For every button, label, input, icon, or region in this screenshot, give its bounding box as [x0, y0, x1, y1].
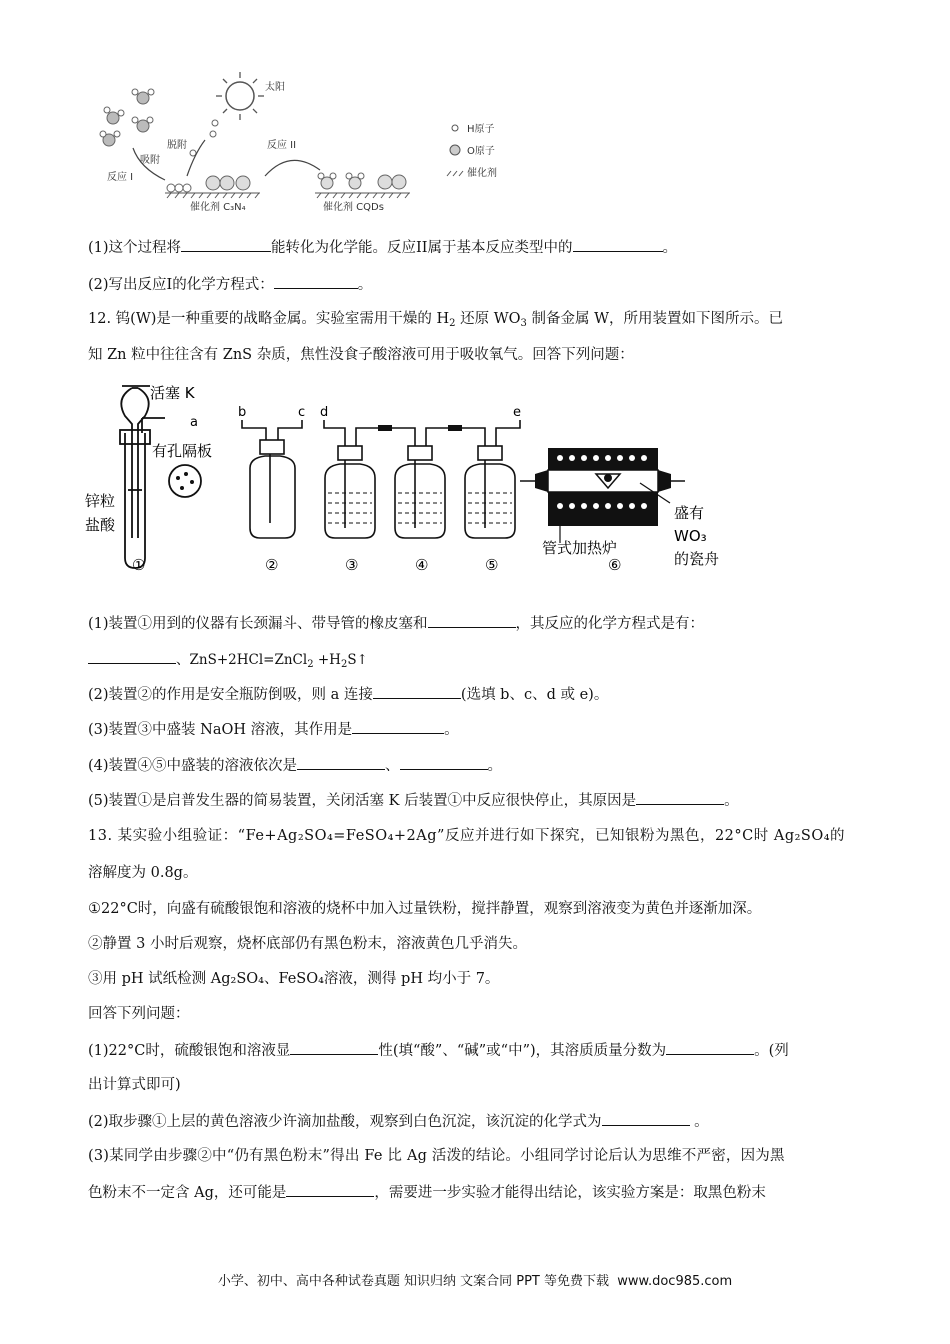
port-d-label: d — [320, 405, 329, 420]
answer-blank[interactable] — [297, 755, 385, 770]
q13-step3: ③用 pH 试纸检测 Ag₂SO₄、FeSO₄溶液，测得 pH 均小于 7。 — [88, 971, 500, 987]
device-4-number: ④ — [415, 556, 429, 574]
o-atom-icon — [450, 145, 460, 155]
q13-intro-line1: 13. 某实验小组验证：“Fe+Ag₂SO₄=FeSO₄+2Ag”反应并进行如下探究，已知银粉为黑色，22°C时 Ag₂SO₄的 — [88, 828, 846, 844]
answer-blank[interactable] — [428, 613, 516, 628]
device-2-number: ② — [265, 556, 279, 574]
port-b-label: b — [238, 405, 247, 420]
port-e-label: e — [513, 405, 521, 420]
device-6-number: ⑥ — [608, 556, 622, 574]
q13-part3-cont: 色粉末不一定含 Ag，还可能是 ，需要进一步实验才能得出结论，该实验方案是：取黑色粉末 — [88, 1182, 766, 1203]
answer-blank[interactable] — [636, 790, 724, 805]
legend-h: H原子 — [467, 124, 495, 135]
water-splitting-figure — [95, 68, 515, 218]
catalyst1-label: 催化剂 C₃N₄ — [190, 202, 246, 213]
answer-blank[interactable] — [573, 237, 663, 252]
acid-label: 盐酸 — [85, 516, 116, 534]
q13-step2: ②静置 3 小时后观察，烧杯底部仍有黑色粉末，溶液黄色几乎消失。 — [88, 936, 527, 952]
q11-part1: (1)这个过程将 能转化为化学能。反应II属于基本反应类型中的 。 — [88, 237, 677, 258]
boat-label-2: WO₃ — [674, 527, 707, 545]
q13-ask: 回答下列问题： — [88, 1006, 190, 1022]
answer-blank[interactable] — [373, 684, 461, 699]
footer-link[interactable]: www.doc985.com — [617, 1274, 733, 1289]
valve-label: 活塞 K — [150, 384, 195, 402]
answer-blank[interactable] — [666, 1040, 754, 1055]
answer-blank[interactable] — [274, 274, 358, 289]
catalyst-hatch-icon — [447, 171, 463, 176]
sun-label: 太阳 — [265, 82, 285, 93]
answer-blank[interactable] — [352, 719, 444, 734]
boat-label-1: 盛有 — [674, 504, 705, 522]
q12-part1-cont: 、ZnS+2HCl=ZnCl$_2$ $+H_2S↑$ — [88, 649, 368, 675]
adsorb-label: 吸附 — [140, 155, 160, 166]
q12-intro-line2: 知 Zn 粒中往往含有 ZnS 杂质，焦性没食子酸溶液可用于吸收氧气。回答下列问题： — [88, 347, 634, 363]
q13-part3: (3)某同学由步骤②中“仍有黑色粉末”得出 Fe 比 Ag 活泼的结论。小组同学讨论后认为思维不严密，因为黑 — [88, 1148, 785, 1164]
answer-blank[interactable] — [290, 1040, 378, 1055]
q12-part5: (5)装置①是启普发生器的简易装置，关闭活塞 K 后装置①中反应很快停止，其原因是 。 — [88, 790, 739, 811]
q12-part3: (3)装置③中盛装 NaOH 溶液，其作用是 。 — [88, 719, 459, 740]
reaction2-label: 反应 II — [267, 140, 297, 151]
legend-o: O原子 — [467, 146, 495, 157]
q12-part2: (2)装置②的作用是安全瓶防倒吸，则 a 连接 (选填 b、c、d 或 e)。 — [88, 684, 608, 705]
apparatus-figure — [80, 378, 730, 583]
sun-icon — [216, 72, 264, 120]
answer-blank[interactable] — [602, 1111, 690, 1126]
answer-blank[interactable] — [400, 755, 488, 770]
device-5-number: ⑤ — [485, 556, 499, 574]
q13-intro-line2: 溶解度为 0.8g。 — [88, 865, 198, 881]
device-3-number: ③ — [345, 556, 359, 574]
answer-blank[interactable] — [286, 1182, 374, 1197]
footer-text: 小学、初中、高中各种试卷真题 知识归纳 文案合同 PPT 等免费下载 — [217, 1274, 609, 1289]
plate-label: 有孔隔板 — [152, 442, 213, 460]
q13-part1: (1)22°C时，硫酸银饱和溶液显 性(填“酸”、“碱”或“中”)，其溶质质量分数为 。(列 — [88, 1040, 789, 1061]
zinc-label: 锌粒 — [85, 492, 116, 510]
reaction1-label: 反应 I — [107, 172, 134, 183]
desorb-label: 脱附 — [167, 140, 187, 151]
boat-label-3: 的瓷舟 — [674, 550, 720, 568]
answer-blank[interactable] — [181, 237, 271, 252]
q12-part4: (4)装置④⑤中盛装的溶液依次是 、 。 — [88, 755, 502, 776]
q12-part1: (1)装置①用到的仪器有长颈漏斗、带导管的橡皮塞和 ，其反应的化学方程式是有： — [88, 613, 704, 634]
page-footer — [0, 1270, 950, 1289]
port-c-label: c — [298, 405, 306, 420]
q12-intro-line1: 12. 钨(W)是一种重要的战略金属。实验室需用干燥的 $H_2$ 还原 $WO_3$ 制备金属 W，所用装置如下图所示。已 — [88, 311, 784, 329]
port-a-label: a — [190, 415, 198, 430]
furnace-label: 管式加热炉 — [542, 539, 618, 557]
legend-catalyst: 催化剂 — [467, 168, 497, 179]
q13-step1: ①22°C时，向盛有硫酸银饱和溶液的烧杯中加入过量铁粉，搅拌静置，观察到溶液变为黄色并逐渐加深。 — [88, 901, 762, 917]
answer-blank[interactable] — [88, 649, 176, 664]
catalyst2-label: 催化剂 CQDs — [323, 202, 384, 213]
q13-part1-cont: 出计算式即可) — [88, 1077, 181, 1093]
device-1-number: ① — [132, 556, 146, 574]
q13-part2: (2)取步骤①上层的黄色溶液少许滴加盐酸，观察到白色沉淀，该沉淀的化学式为 。 — [88, 1111, 709, 1132]
q11-part2: (2)写出反应I的化学方程式： 。 — [88, 274, 372, 295]
h-atom-icon — [452, 125, 458, 131]
